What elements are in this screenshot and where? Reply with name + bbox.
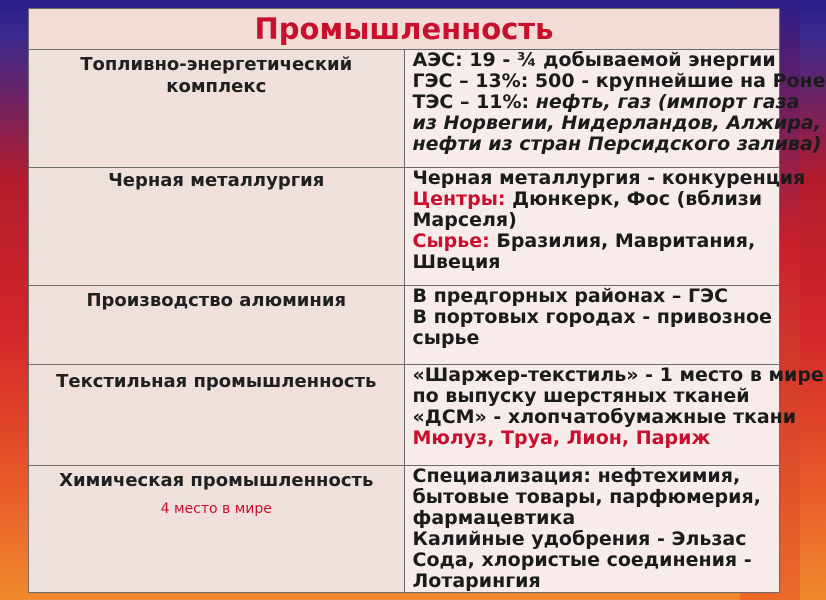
content-line: В предгорных районах – ГЭС — [412, 285, 729, 307]
content-line: В портовых городах - привозное — [412, 306, 772, 328]
content-line — [412, 70, 826, 92]
content-line: Лотарингия — [412, 570, 541, 592]
table-row — [29, 168, 780, 286]
table-row — [29, 466, 780, 593]
content-line: из Норвегии, Нидерландов, Алжира, — [412, 112, 821, 134]
row-label-textile — [29, 365, 405, 466]
row-label-ferrous-metallurgy — [29, 168, 405, 286]
content-line: фармацевтика — [412, 507, 576, 529]
content-line: по выпуску шерстяных тканей — [412, 385, 750, 407]
row-content-fuel-energy — [404, 49, 826, 168]
content-line-text: : 500 - крупнейшие на Роне — [520, 70, 826, 92]
content-line: Марселя) — [412, 209, 517, 231]
content-line-red-term: Центры: — [412, 188, 506, 210]
content-line-text: : 19 - ¾ добываемой энергии — [455, 49, 776, 71]
content-line — [413, 50, 780, 71]
content-line — [413, 231, 780, 252]
row-content-ferrous-metallurgy — [404, 167, 806, 286]
content-line — [413, 189, 780, 210]
content-line-text: Бразилия, Мавритания, — [489, 230, 756, 252]
rank-note: 4 место в мире — [160, 501, 272, 517]
content-line-red-term: Сырье: — [412, 230, 490, 252]
content-line: «ДСМ» - хлопчатобумажные ткани — [412, 406, 797, 428]
row-label-text: Черная металлургия — [108, 170, 325, 191]
content-line: Швеция — [412, 251, 501, 273]
row-label-fuel-energy — [29, 50, 405, 168]
table-row — [29, 50, 780, 168]
industry-table — [28, 8, 826, 593]
content-line-text: Дюнкерк, Фос (вблизи — [505, 188, 763, 210]
row-content-chemical — [404, 466, 780, 593]
content-line: Мюлуз, Труа, Лион, Париж — [412, 427, 711, 449]
row-label-aluminium — [29, 286, 405, 365]
table-title: Промышленность — [29, 9, 780, 50]
row-label-text: Текстильная промышленность — [56, 371, 377, 392]
content-line: бытовые товары, парфюмерия, — [412, 486, 761, 508]
row-content-textile — [404, 364, 824, 466]
row-label-chemical — [29, 466, 405, 593]
row-label-text: Химическая промышленность — [59, 470, 374, 491]
content-line-term: АЭС — [412, 49, 456, 71]
table-row — [29, 286, 780, 365]
row-label-text: Производство алюминия — [86, 290, 347, 311]
content-line: сырье — [412, 327, 480, 349]
content-line — [412, 91, 800, 113]
content-line-text: нефть, газ (импорт газа — [529, 91, 800, 113]
content-line: Специализация: нефтехимия, — [412, 465, 741, 487]
content-line: «Шаржер-текстиль» - 1 место в мире — [412, 364, 824, 386]
title-row — [29, 9, 780, 50]
content-line: нефти из стран Персидского залива) — [412, 133, 822, 155]
row-label-text: Топливно-энергетический комплекс — [80, 54, 353, 97]
content-line: Сода, хлористые соединения - — [412, 549, 752, 571]
content-line: Калийные удобрения - Эльзас — [412, 528, 747, 550]
content-line-term: ТЭС – 11%: — [412, 91, 530, 113]
content-line-term: ГЭС – 13% — [412, 70, 521, 92]
content-line: Черная металлургия - конкуренция — [412, 167, 806, 189]
table-row — [29, 365, 780, 466]
row-content-aluminium — [404, 286, 780, 365]
